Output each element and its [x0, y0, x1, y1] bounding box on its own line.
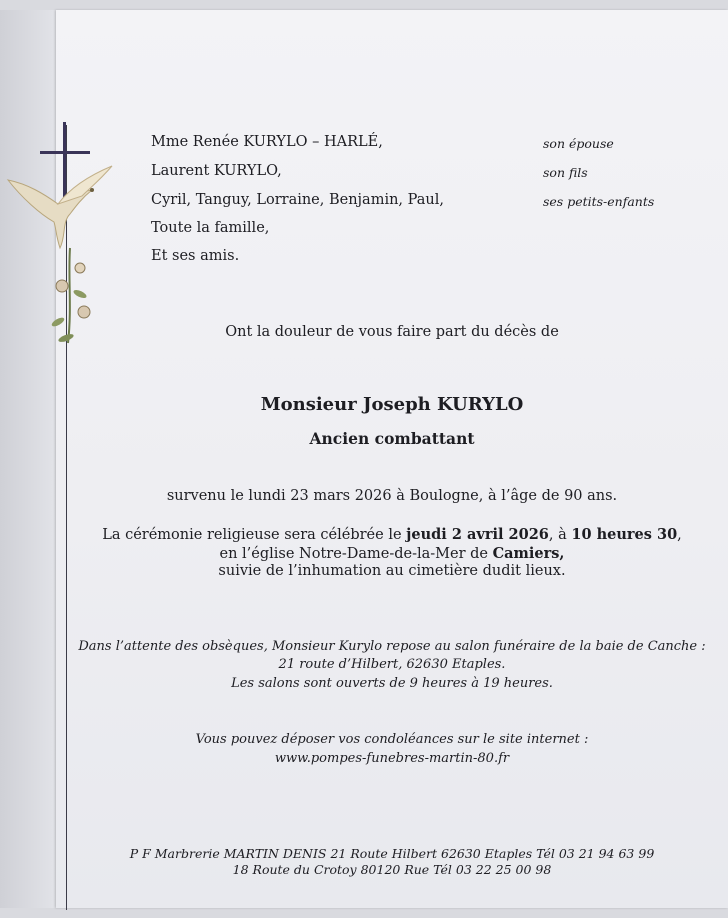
funeral-home-line-1: Dans l’attente des obsèques, Monsieur Kurylo repose au salon funéraire de la baie de Canche : [78, 639, 706, 654]
condolences-text: Vous pouvez déposer vos condoléances sur le site internet : [195, 732, 589, 747]
announcement-intro: Ont la douleur de vous faire part du décès de [225, 324, 559, 340]
ceremony-line-1 [56, 526, 728, 543]
ceremony-text: , [677, 527, 682, 543]
ceremony-text: La cérémonie religieuse sera célébrée le [102, 527, 407, 543]
ceremony-time: 10 heures 30 [571, 526, 678, 543]
family-relation-1: son épouse [543, 136, 614, 151]
ceremony-line-3: suivie de l’inhumation au cimetière dudit lieux. [218, 563, 566, 579]
family-name-1: Mme Renée KURYLO – HARLÉ, [151, 134, 383, 150]
deceased-name: Monsieur Joseph KURYLO [260, 394, 524, 415]
family-name-2: Laurent KURYLO, [151, 163, 282, 179]
funeral-home-hours: Les salons sont ouverts de 9 heures à 19 heures. [231, 676, 553, 691]
ceremony-church: en l’église Notre-Dame-de-la-Mer de [219, 546, 493, 562]
footer-line-2: 18 Route du Crotoy 80120 Rue Tél 03 22 25 00 98 [232, 862, 552, 877]
ceremony-text: , à [548, 527, 572, 543]
ceremony-date: jeudi 2 avril 2026 [406, 526, 549, 543]
funeral-home-address: 21 route d’Hilbert, 62630 Etaples. [278, 657, 506, 672]
ceremony-line-2 [56, 545, 728, 562]
death-notice: survenu le lundi 23 mars 2026 à Boulogne, à l’âge de 90 ans. [166, 488, 618, 504]
ceremony-town: Camiers, [492, 545, 565, 562]
family-name-3: Cyril, Tanguy, Lorraine, Benjamin, Paul, [151, 192, 444, 208]
cross-dove-flowers-illustration [0, 118, 130, 358]
deceased-title: Ancien combattant [309, 429, 475, 448]
family-relation-3: ses petits-enfants [543, 194, 655, 209]
condolences-website[interactable]: www.pompes-funebres-martin-80.fr [274, 751, 510, 766]
dove-icon [8, 166, 112, 248]
family-relation-2: son fils [543, 165, 588, 180]
footer-line-1: P F Marbrerie MARTIN DENIS 21 Route Hilbert 62630 Etaples Tél 03 21 94 63 99 [129, 846, 655, 861]
family-name-5: Et ses amis. [151, 248, 240, 264]
family-name-4: Toute la famille, [151, 220, 270, 236]
